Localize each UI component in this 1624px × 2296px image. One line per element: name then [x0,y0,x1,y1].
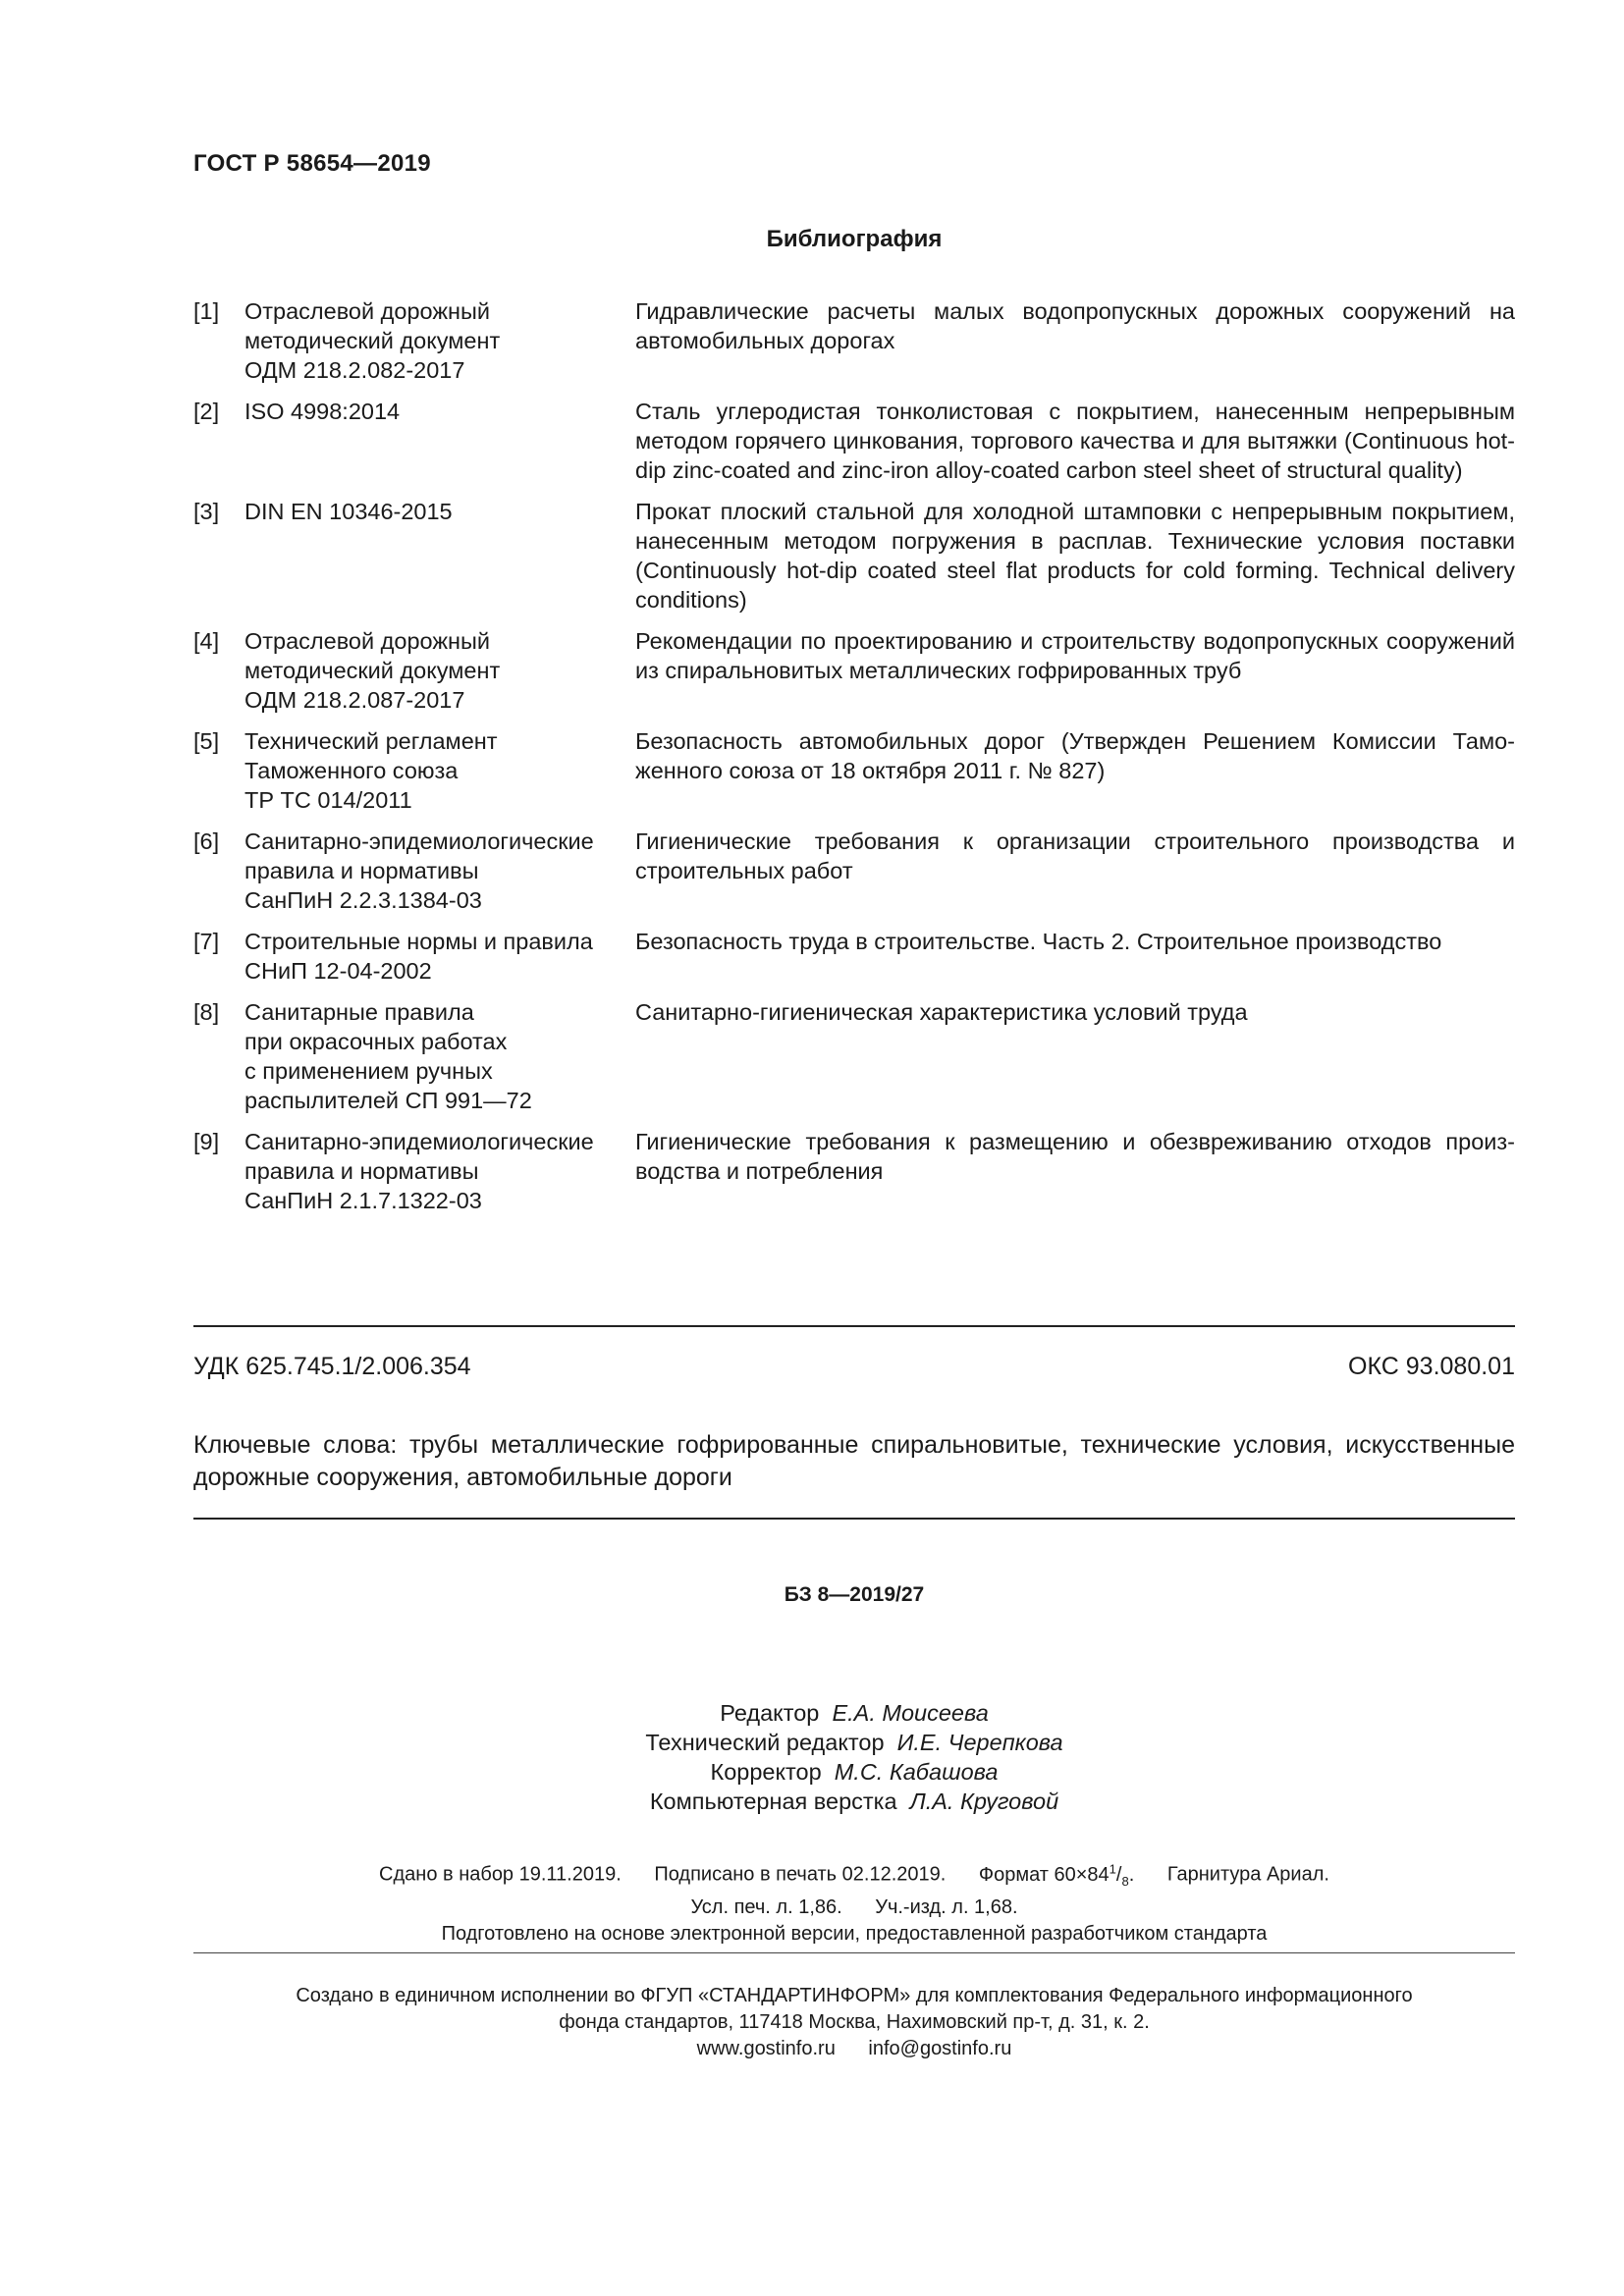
format: Формат $60\times 84^1/_8$. [978,1861,1135,1889]
pub-sheets: Уч.-изд. л. 1,68. [875,1896,1018,1918]
entry-number: [8] [193,999,220,1025]
entry-title: Рекомендации по проектированию и строительству водопропускных сооружений из спиральновитых металлических гофрированных труб [635,628,1515,683]
entry-source: Санитарно-эпидемиологические правила и нормативы СанПиН 2.1.7.1322-03 [244,1129,594,1213]
entry-source: Отраслевой дорожный методический документ ОДМ 218.2.082-2017 [244,298,501,383]
credit-layout: Компьютерная верстка Л.А. Круговой [649,1789,1059,1814]
entry-number: [9] [193,1129,220,1154]
font-info: Гарнитура Ариал. [1166,1863,1329,1886]
sent-date: Сдано в набор 19.11.2019. [379,1863,622,1886]
entry-title: Гидравлические расчеты малых водопропускных дорожных сооружений на автомобильных дорогах [635,298,1515,353]
entry-source: Санитарно-эпидемиологические правила и нормативы СанПиН 2.2.3.1384-03 [244,828,594,913]
divider-footer [193,1952,1515,1953]
standard-id: ГОСТ Р 58654—2019 [193,150,431,177]
oks-code: ОКС 93.080.01 [1348,1353,1515,1380]
entry-source: ISO 4998:2014 [244,399,401,424]
prepared-note: Подготовлено на основе электронной версии, предоставленной разработчиком стандарта [441,1922,1268,1945]
entry-title: Безопасность труда в строительстве. Часть 2. Строительное производство [635,929,1442,954]
entry-number: [5] [193,728,220,754]
entry-number: [2] [193,399,220,424]
bibliography-entry [193,726,1515,815]
bibliography-list [193,296,1515,1227]
credit-corrector: Корректор М.С. Кабашова [710,1759,999,1785]
entry-title: Гигиенические требования к организации строительного производства и строительных работ [635,828,1515,883]
credit-editor: Редактор Е.А. Моисеева [720,1700,989,1726]
entry-title: Гигиенические требования к размещению и обезвреживанию отходов производства и потребления [635,1129,1515,1184]
entry-number: [3] [193,499,220,524]
divider-top [193,1325,1515,1327]
entry-source: Отраслевой дорожный методический документ ОДМ 218.2.087-2017 [244,628,501,713]
entry-number: [6] [193,828,220,854]
entry-source: Строительные нормы и правила СНиП 12-04-2002 [244,929,593,984]
entry-source: DIN EN 10346-2015 [244,499,453,524]
entry-number: [1] [193,298,220,324]
entry-title: Сталь углеродистая тонколистовая с покрытием, нанесенным непрерывным методом горячего цинкования, торгового качества и для вытяжки (Continuous hot-dip zinc-coated and zinc-iron alloy-coated carbon steel sheet of structural quality) [635,399,1515,483]
footer-line-1: Создано в единичном исполнении во ФГУП «СТАНДАРТИНФОРМ» для комплектования Федерального информационного [296,1985,1413,2006]
entry-source: Санитарные правила при окрасочных работах с применением ручных распылителей СП 991—72 [244,999,532,1113]
entry-number: [7] [193,929,220,954]
bibliography-entry [193,497,1515,614]
entry-number: [4] [193,628,220,654]
entry-source: Технический регламент Таможенного союза ТР ТС 014/2011 [244,728,498,813]
bibliography-entry [193,997,1515,1115]
bibliography-entry [193,927,1515,986]
publication-info [0,1855,1624,1948]
email-link[interactable]: info@gostinfo.ru [868,2038,1012,2059]
entry-title: Прокат плоский стальной для холодной штамповки с непрерывным покрытием, нанесенным методом погружения в расплав. Технические условия поставки (Continuously hot-dip coated steel flat products for cold forming. Technical delivery conditions) [635,499,1515,613]
website-link[interactable]: www.gostinfo.ru [696,2038,836,2059]
footer [0,1983,1624,2062]
bibliography-entry [193,397,1515,485]
bz-number: БЗ 8—2019/27 [784,1583,925,1606]
bibliography-entry [193,1127,1515,1215]
keywords: Ключевые слова: трубы металлические гофрированные спиральновитые, технические условия, искусственные дорожные сооружения, автомобильные дороги [193,1431,1515,1491]
entry-title: Санитарно-гигиеническая характеристика условий труда [635,999,1248,1025]
bibliography-entry [193,296,1515,385]
credit-tech-editor: Технический редактор И.Е. Черепкова [645,1730,1063,1755]
bibliography-entry [193,626,1515,715]
print-sheets: Усл. печ. л. 1,86. [690,1896,842,1918]
udk-code: УДК 625.745.1/2.006.354 [193,1353,471,1380]
divider-keywords [193,1518,1515,1520]
bibliography-title: Библиография [766,226,943,252]
signed-date: Подписано в печать 02.12.2019. [654,1863,947,1886]
credits [0,1698,1624,1816]
bibliography-entry [193,827,1515,915]
footer-line-2: фонда стандартов, 117418 Москва, Нахимовский пр-т, д. 31, к. 2. [559,2011,1150,2033]
entry-title: Безопасность автомобильных дорог (Утвержден Решением Комиссии Таможенного союза от 18 октября 2011 г. № 827) [635,728,1515,783]
